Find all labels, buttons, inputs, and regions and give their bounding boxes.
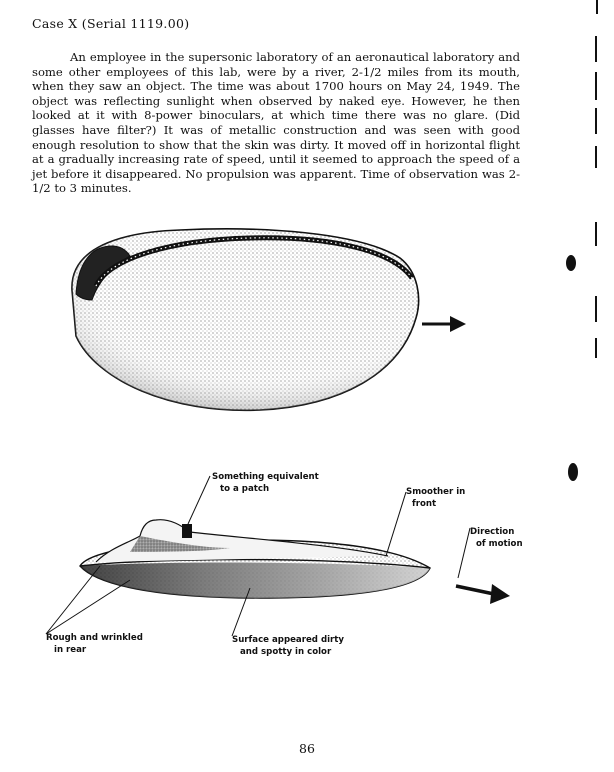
label-front-line2: front (412, 499, 437, 509)
label-direction (470, 526, 523, 550)
body-paragraph: An employee in the supersonic laboratory of an aeronautical laboratory and some other employees of this lab, were by a river, 2-1/2 miles from its mouth, when they saw an object. The time was about 1700 hours on May 24, 1949. The object was reflecting sunlight when observed by naked eye. However, he then looked at it with 8-power binoculars, at which time there was no glare. (Did glasses have filter?) It was of metallic construction and was seen with good enough resolution to show that the skin was dirty. It moved off in horizontal flight at a gradually increasing rate of speed, until it seemed to approach the speed of a jet before it disappeared. No propulsion was apparent. Time of observation was 2-1/2 to 3 minutes. (32, 50, 520, 196)
label-front-line1: Smoother in (406, 487, 466, 497)
label-rear (46, 632, 143, 656)
label-rear-line2: in rear (54, 645, 87, 655)
label-patch-line2: to a patch (220, 484, 270, 494)
label-rear-line1: Rough and wrinkled (46, 633, 143, 643)
label-surface-line1: Surface appeared dirty (232, 635, 344, 645)
label-surface-line2: and spotty in color (240, 647, 332, 657)
upper-object-sketch (72, 229, 466, 410)
label-surface (232, 634, 344, 658)
label-patch (212, 471, 319, 495)
label-direction-line1: Direction (470, 527, 515, 537)
label-patch-line1: Something equivalent (212, 472, 319, 482)
label-direction-line2: of motion (476, 539, 523, 549)
page-number: 86 (299, 741, 315, 756)
case-title: Case X (Serial 1119.00) (32, 16, 190, 31)
label-front (406, 486, 465, 510)
